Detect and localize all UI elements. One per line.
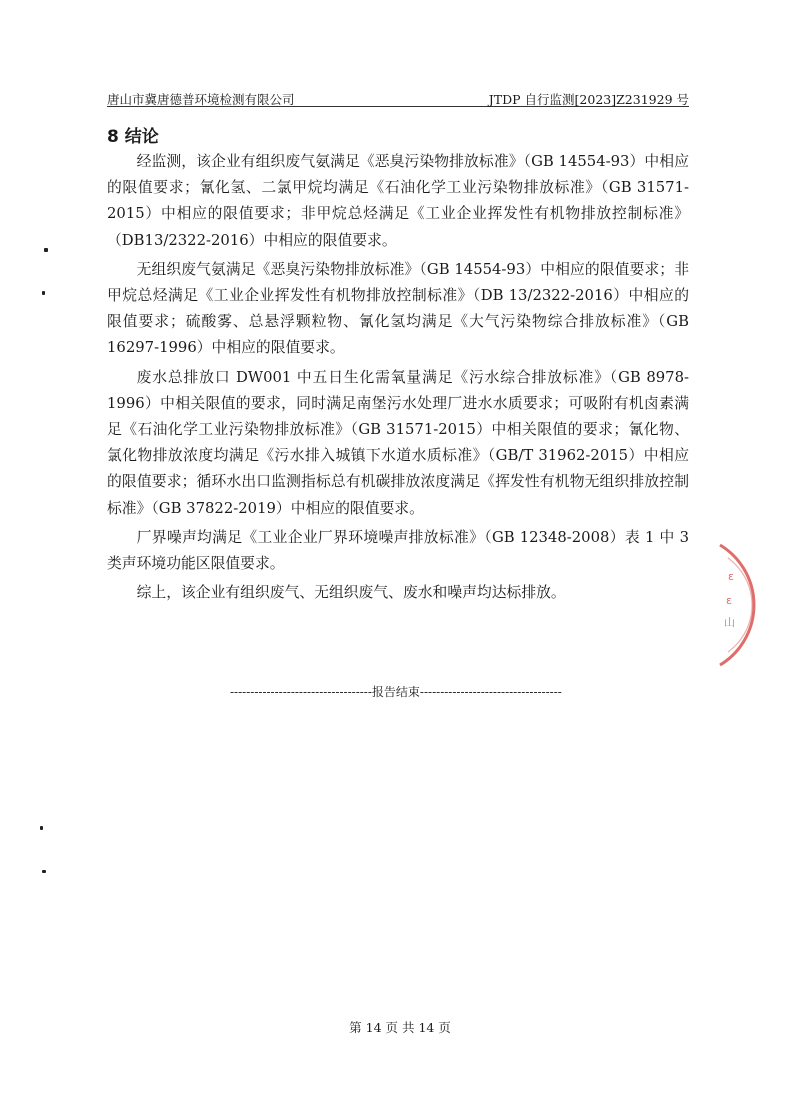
- scan-speck: [44, 248, 48, 252]
- svg-text:ε: ε: [728, 570, 734, 583]
- header-report-number: JTDP 自行监测[2023]Z231929 号: [488, 92, 689, 107]
- paragraph-wastewater: 废水总排放口 DW001 中五日生化需氧量满足《污水综合排放标准》（GB 8978-1996）中相关限值的要求，同时满足南堡污水处理厂进水水质要求；可吸附有机卤素满足《石油化学工业污染物排放标准》（GB 31571-2015）中相关限值的要求；氰化物、氯化物排放浓度均满足《污水排入城镇下水道水质标准》（GB/T 31962-2015）中相应的限值要求；循环水出口监测指标总有机碳排放浓度满足《挥发性有机物无组织排放控制标准》（GB 37822-2019）中相应的限值要求。: [107, 368, 689, 517]
- conclusion-body: [107, 149, 689, 609]
- scan-speck: [42, 870, 46, 873]
- svg-text:山: 山: [724, 616, 735, 629]
- paragraph-summary: 综上，该企业有组织废气、无组织废气、废水和噪声均达标排放。: [136, 584, 566, 602]
- paragraph-organized-gas: 经监测，该企业有组织废气氨满足《恶臭污染物排放标准》（GB 14554-93）中相应的限值要求；氰化氢、二氯甲烷均满足《石油化学工业污染物排放标准》（GB 31571-2015）中相应的限值要求；非甲烷总烃满足《工业企业挥发性有机物排放控制标准》（DB13/2322-2016）中相应的限值要求。: [107, 153, 689, 249]
- scan-speck: [40, 826, 43, 830]
- page-footer: 第 14 页 共 14 页: [349, 1020, 451, 1035]
- header-company: 唐山市冀唐德普环境检测有限公司: [107, 92, 295, 107]
- seal-stamp-partial: [700, 540, 800, 670]
- page-header: [107, 88, 689, 107]
- svg-text:ε: ε: [726, 594, 732, 607]
- paragraph-noise: 厂界噪声均满足《工业企业厂界环境噪声排放标准》（GB 12348-2008）表 1 中 3 类声环境功能区限值要求。: [107, 528, 689, 573]
- report-end-marker: -----------------------------------报告结束-----------------------------------: [230, 685, 562, 699]
- paragraph-fugitive-gas: 无组织废气氨满足《恶臭污染物排放标准》（GB 14554-93）中相应的限值要求；非甲烷总烃满足《工业企业挥发性有机物排放控制标准》（DB 13/2322-2016）中相应的限值要求；硫酸雾、总悬浮颗粒物、氰化氢均满足《大气污染物综合排放标准》（GB 16297-1996）中相应的限值要求。: [107, 260, 689, 357]
- section-title: 8 结论: [107, 127, 159, 147]
- scan-speck: [42, 291, 45, 295]
